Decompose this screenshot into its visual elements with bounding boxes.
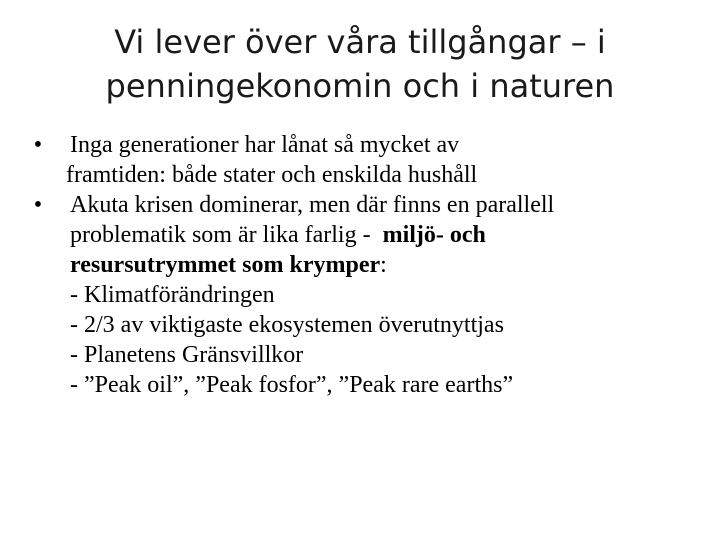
- title-line-2: penningekonomin och i naturen: [105, 67, 615, 105]
- bullet-2-line-2-bold: miljö- och: [382, 222, 486, 248]
- bullet-2-line-2-text: problematik som är lika farlig -: [70, 222, 383, 248]
- bullet-item-1: [28, 130, 698, 190]
- sub-item-3: - Planetens Gränsvillkor: [70, 342, 304, 368]
- slide-body: [28, 130, 698, 400]
- sub-list: [70, 280, 698, 400]
- sub-item-1: - Klimatförändringen: [70, 282, 275, 308]
- bullet-1-line-1: Inga generationer har lånat så mycket av: [70, 132, 460, 158]
- bullet-2-line-3-text: :: [380, 252, 387, 278]
- bullet-marker: •: [33, 192, 43, 218]
- sub-item-2: - 2/3 av viktigaste ekosystemen överutnyttjas: [70, 312, 504, 338]
- bullet-item-2: [28, 190, 698, 400]
- bullet-marker: •: [33, 132, 43, 158]
- sub-item-4: - ”Peak oil”, ”Peak fosfor”, ”Peak rare earths”: [70, 372, 514, 398]
- bullet-2-line-2: [70, 220, 698, 250]
- bullet-2-line-1: Akuta krisen dominerar, men där finns en parallell: [70, 192, 555, 218]
- bullet-1-line-2: framtiden: både stater och enskilda hushåll: [66, 162, 478, 188]
- bullet-2-line-3: [70, 250, 698, 280]
- title-line-1: Vi lever över våra tillgångar – i: [114, 23, 606, 61]
- slide-title: [40, 20, 680, 108]
- bullet-2-line-3-bold: resursutrymmet som krymper: [70, 252, 381, 278]
